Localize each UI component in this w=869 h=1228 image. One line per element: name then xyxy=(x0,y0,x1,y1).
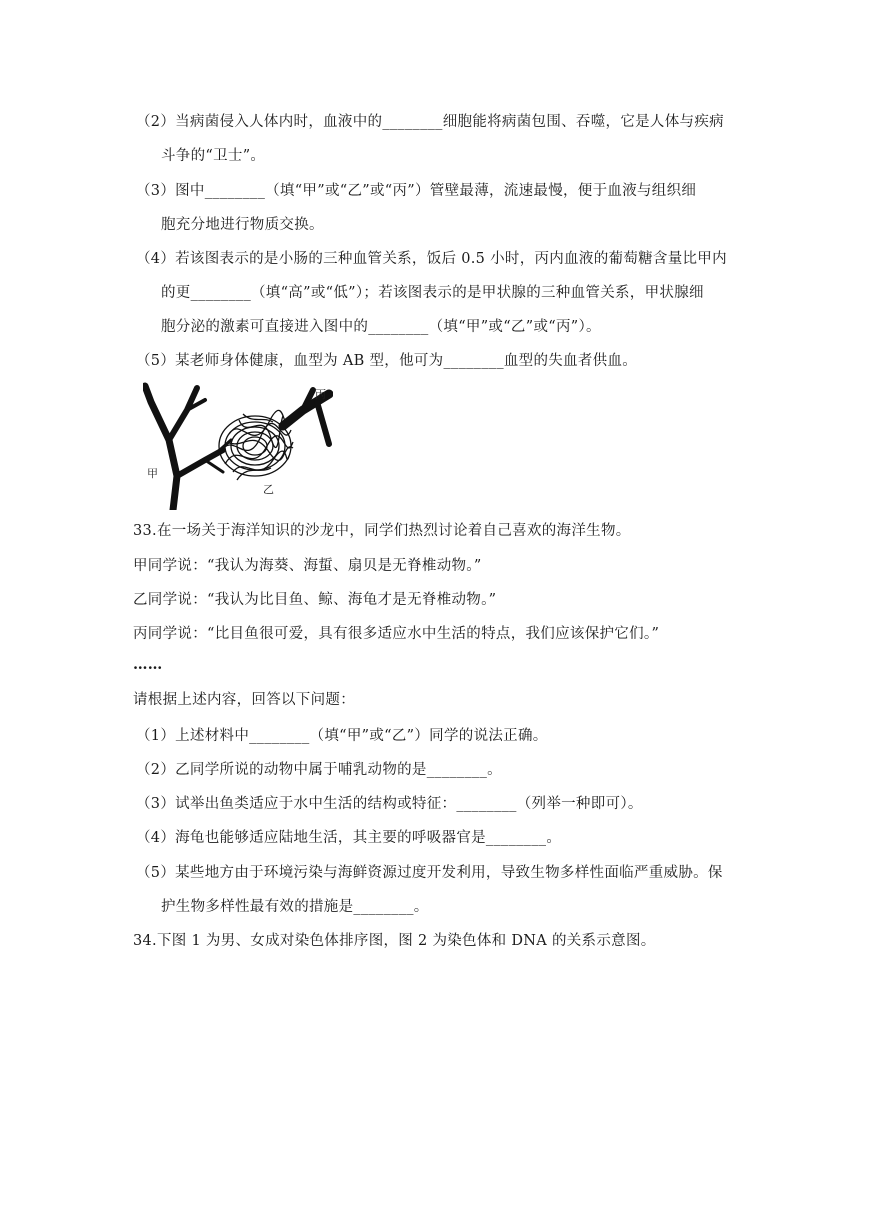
q33-ellipsis: …… xyxy=(133,656,163,673)
q33-statement-jia: 甲同学说：“我认为海葵、海蜇、扇贝是无脊椎动物。” xyxy=(133,558,482,574)
q34-stem: 34.下图 1 为男、女成对染色体排序图，图 2 为染色体和 DNA 的关系示意图。 xyxy=(133,933,656,949)
q32-item2-line2: 斗争的“卫士”。 xyxy=(161,148,266,164)
q33-item4: （4）海龟也能够适应陆地生活，其主要的呼吸器官是________。 xyxy=(136,830,562,846)
q32-item4-line3: 胞分泌的激素可直接进入图中的________（填“甲”或“乙”或“丙”）。 xyxy=(161,319,601,335)
q33-item5-line1: （5）某些地方由于环境污染与海鲜资源过度开发利用，导致生物多样性面临严重威胁。保 xyxy=(136,865,723,881)
q33-item1: （1）上述材料中________（填“甲”或“乙”）同学的说法正确。 xyxy=(136,728,548,744)
q32-item5-line1: （5）某老师身体健康，血型为 AB 型，他可为________血型的失血者供血。 xyxy=(136,353,638,369)
q33-item3: （3）试举出鱼类适应于水中生活的结构或特征：________（列举一种即可）。 xyxy=(136,796,643,812)
q32-item4-line2: 的更________（填“高”或“低”）；若该图表示的是甲状腺的三种血管关系，甲状腺细 xyxy=(161,285,704,301)
label-yi: 乙 xyxy=(263,483,274,496)
q33-item2: （2）乙同学所说的动物中属于哺乳动物的是________。 xyxy=(136,762,502,778)
q33-prompt: 请根据上述内容，回答以下问题： xyxy=(133,692,355,708)
q32-item2-line1: （2）当病菌侵入人体内时，血液中的________细胞能将病菌包围、吞噬，它是人体与疾病 xyxy=(136,114,724,130)
q33-statement-bing: 丙同学说：“比目鱼很可爱，具有很多适应水中生活的特点，我们应该保护它们。” xyxy=(133,626,660,642)
q32-item3-line2: 胞充分地进行物质交换。 xyxy=(161,217,324,233)
q33-statement-yi: 乙同学说：“我认为比目鱼、鲸、海龟才是无脊椎动物。” xyxy=(133,592,497,608)
label-bing: 丙 xyxy=(315,388,326,401)
blood-vessel-diagram xyxy=(143,380,333,510)
q32-item4-line1: （4）若该图表示的是小肠的三种血管关系，饭后 0.5 小时，丙内血液的葡萄糖含量比甲内 xyxy=(136,251,727,267)
blood-vessel-figure xyxy=(143,380,333,510)
q32-item3-line1: （3）图中________（填“甲”或“乙”或“丙”）管壁最薄，流速最慢，便于血液与组织细 xyxy=(136,183,697,199)
q33-item5-line2: 护生物多样性最有效的措施是________。 xyxy=(161,899,429,915)
q33-stem: 33.在一场关于海洋知识的沙龙中，同学们热烈讨论着自己喜欢的海洋生物。 xyxy=(133,523,631,539)
label-jia: 甲 xyxy=(147,467,158,480)
